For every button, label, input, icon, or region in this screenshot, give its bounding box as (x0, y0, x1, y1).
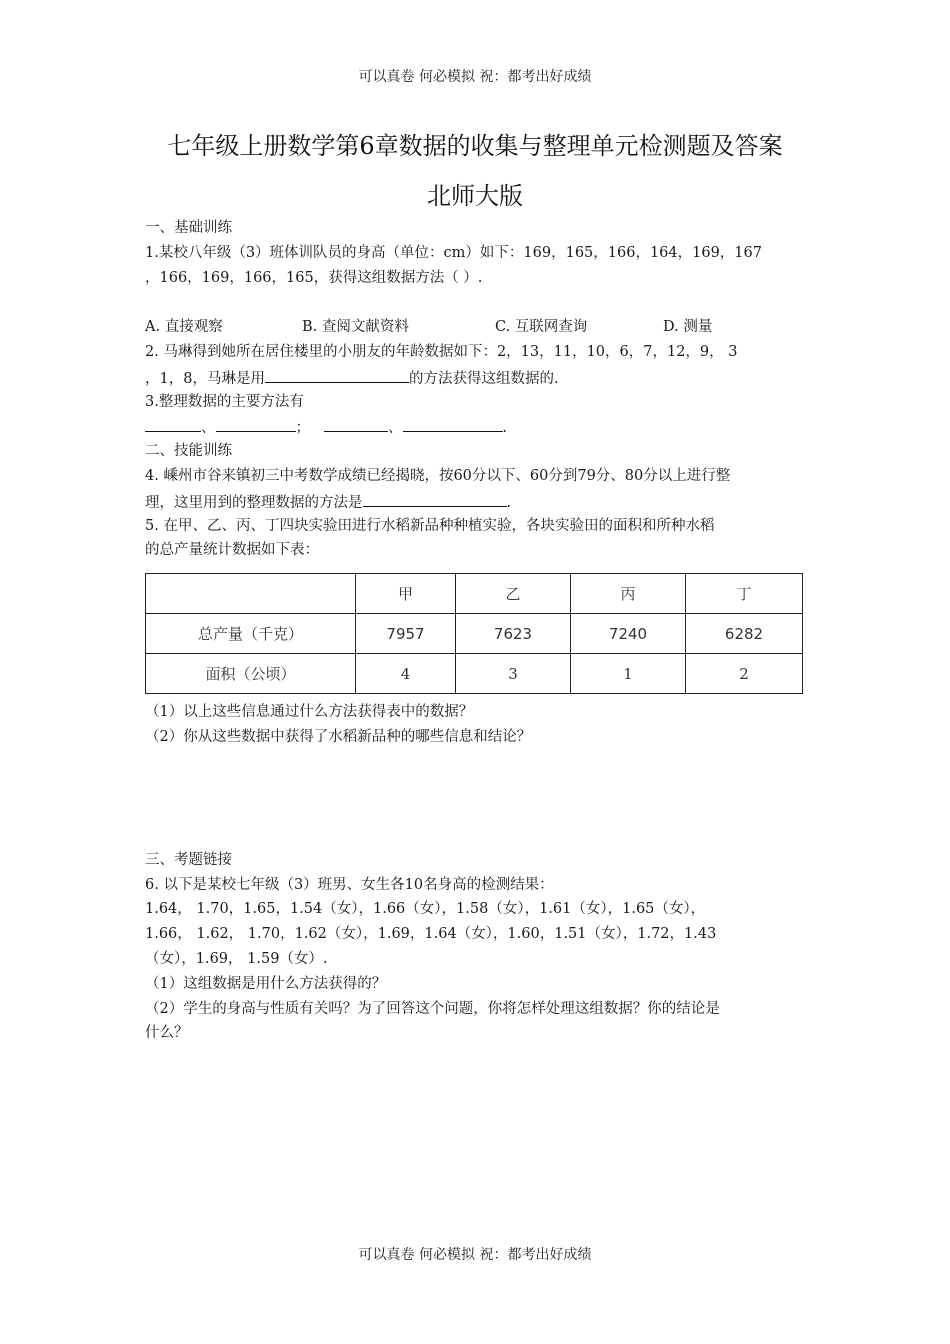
q5-sub1: （1）以上这些信息通过什么方法获得表中的数据？ (145, 704, 474, 721)
section-heading-exam: 三、考题链接 (145, 851, 232, 868)
table-row (146, 614, 803, 654)
q3-line1: 3.整理数据的主要方法有 (145, 393, 304, 410)
q5-line2: 的总产量统计数据如下表： (145, 542, 319, 559)
table-cell: 3 (456, 654, 571, 694)
q3-blank-4[interactable] (403, 414, 503, 432)
q3-blank-1[interactable] (145, 414, 201, 432)
table-corner-cell (146, 574, 356, 614)
q2-answer-blank[interactable] (265, 365, 409, 383)
page-footer: 可以真卷 何必模拟 祝：都考出好成绩 (358, 1247, 592, 1263)
table-header-cell: 甲 (356, 574, 456, 614)
q6-sub1: （1）这组数据是用什么方法获得的？ (145, 975, 387, 992)
q6-line4: （女），1.69， 1.59（女）. (145, 950, 328, 967)
table-row-label: 面积（公顷） (146, 654, 356, 694)
q1-line1: 1.某校八年级（3）班体训队员的身高（单位：cm）如下：169，165，166，164，169，167 (145, 244, 762, 261)
table-cell: 6282 (686, 614, 803, 654)
table-row-label: 总产量（千克） (146, 614, 356, 654)
q6-sub2-line1: （2）学生的身高与性质有关吗？为了回答这个问题，你将怎样处理这组数据？你的结论是 (145, 1000, 720, 1017)
q5-line1: 5. 在甲、乙、丙、丁四块实验田进行水稻新品种种植实验，各块实验田的面积和所种水稻 (145, 517, 715, 534)
q1-option-d: D. 测量 (663, 319, 713, 336)
q5-sub2: （2）你从这些数据中获得了水稻新品种的哪些信息和结论？ (145, 728, 532, 745)
q2-line2: ，1，8，马琳是用 的方法获得这组数据的. (145, 365, 807, 390)
page-header: 可以真卷 何必模拟 祝：都考出好成绩 (358, 69, 592, 85)
q6-line1: 6. 以下是某校七年级（3）班男、女生各10名身高的检测结果： (145, 876, 554, 893)
q1-option-a: A. 直接观察 (145, 319, 223, 336)
doc-title-line2: 北师大版 (427, 182, 523, 210)
q6-line3: 1.66， 1.62， 1.70，1.62（女），1.69，1.64（女），1.60，1.51（女），1.72，1.43 (145, 926, 717, 943)
table-cell: 4 (356, 654, 456, 694)
yield-table (145, 573, 803, 694)
q1-option-b: B. 查阅文献资料 (302, 319, 409, 336)
q3-blanks: 、 ； 、 . (145, 414, 807, 439)
table-cell: 7623 (456, 614, 571, 654)
table-header-row (146, 574, 803, 614)
table-cell: 1 (571, 654, 686, 694)
q6-line2: 1.64， 1.70，1.65，1.54（女），1.66（女），1.58（女），1.61（女），1.65（女）， (145, 901, 706, 918)
q3-blank-3[interactable] (324, 414, 388, 432)
document-body (145, 216, 807, 1046)
doc-title-line1: 七年级上册数学第6章数据的收集与整理单元检测题及答案 (167, 132, 783, 160)
table-header-cell: 丁 (686, 574, 803, 614)
q1-option-c: C. 互联网查询 (495, 319, 588, 336)
table-header-cell: 丙 (571, 574, 686, 614)
table-header-cell: 乙 (456, 574, 571, 614)
q2-line1: 2. 马琳得到她所在居住楼里的小朋友的年龄数据如下：2，13，11，10，6，7，12，9， 3 (145, 343, 738, 360)
q3-blank-2[interactable] (216, 414, 296, 432)
table-cell: 2 (686, 654, 803, 694)
table-cell: 7957 (356, 614, 456, 654)
q1-options (145, 315, 807, 340)
section-heading-basic: 一、基础训练 (145, 220, 232, 236)
q6-sub2-line2: 什么？ (145, 1025, 189, 1042)
q4-answer-blank[interactable] (363, 489, 507, 507)
q4-line2: 理，这里用到的整理数据的方法是 . (145, 489, 807, 514)
table-cell: 7240 (571, 614, 686, 654)
q4-line1: 4. 嵊州市谷来镇初三中考数学成绩已经揭晓，按60分以下、60分到79分、80分以上进行整 (145, 467, 731, 484)
table-row (146, 654, 803, 694)
section-heading-skills: 二、技能训练 (145, 443, 232, 460)
q1-line2: ，166，169，166，165，获得这组数据方法（ ）. (145, 269, 483, 286)
